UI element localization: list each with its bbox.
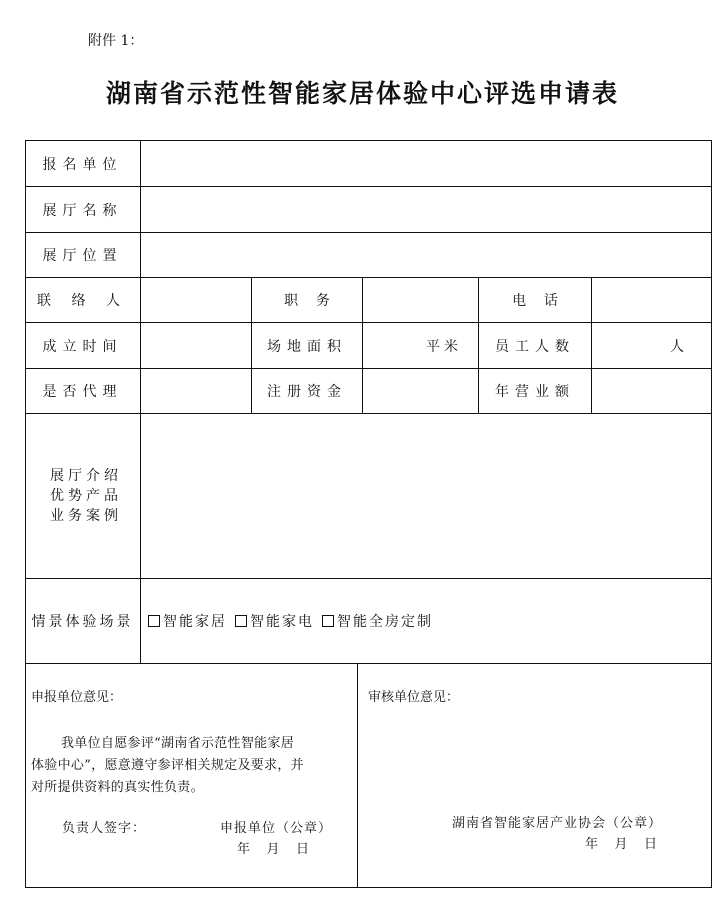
founded-label: 成立时间 [42,338,123,355]
form-title: 湖南省示范性智能家居体验中心评选申请表 [105,79,619,108]
intro-line-cases: 业务案例 [50,508,122,524]
checkbox-icon[interactable] [235,615,247,627]
intro-line-products: 优势产品 [50,488,122,504]
checkbox-icon[interactable] [148,615,160,627]
reviewer-date: 年 月 日 [585,836,658,852]
venue-area-field[interactable] [363,323,478,368]
reviewer-seal: 湖南省智能家居产业协会（公章） [452,815,663,831]
scene-option-smart-home[interactable] [148,611,227,631]
venue-area-label: 场地面积 [267,338,347,355]
signer-label: 负责人签字： [62,820,147,836]
founded-field[interactable] [141,323,251,368]
is-agent-label: 是否代理 [42,384,123,400]
staff-count-field[interactable] [592,323,712,368]
position-label: 职 务 [284,293,330,309]
applicant-date: 年 月 日 [237,841,310,857]
statement-line: 体验中心”，愿意遵守参评相关规定及要求，并 [31,758,304,773]
reg-capital-label: 注册资金 [267,384,347,400]
reg-capital-field[interactable] [363,369,478,413]
scene-option-smart-appliance[interactable] [235,611,314,631]
scene-options [148,579,708,663]
position-field[interactable] [363,278,478,322]
hall-name-label: 展厅名称 [42,202,123,219]
contact-label: 联 络 人 [37,293,128,309]
attachment-label: 附件 1： [88,33,144,49]
applicant-seal: 申报单位（公章） [220,820,333,836]
staff-unit: 人 [670,338,684,355]
hall-location-label: 展厅位置 [42,248,123,264]
intro-line-hall: 展厅介绍 [50,468,122,484]
row-divider [25,663,712,664]
hall-location-field[interactable] [141,233,712,277]
scene-option-label: 智能家居 [163,614,227,630]
hall-name-field[interactable] [141,187,712,232]
area-unit: 平米 [426,338,462,355]
scene-option-whole-house[interactable] [322,611,433,631]
contact-field[interactable] [141,278,251,322]
scene-option-label: 智能全房定制 [337,614,433,630]
intro-label [50,466,122,526]
applicant-statement [31,733,356,799]
staff-count-label: 员工人数 [495,338,575,355]
checkbox-icon[interactable] [322,615,334,627]
reg-unit-label: 报名单位 [42,156,123,173]
reg-unit-field[interactable] [141,141,712,186]
annual-revenue-field[interactable] [592,369,712,413]
statement-line: 对所提供资料的真实性负责。 [31,780,204,795]
intro-field[interactable] [141,414,712,578]
column-divider [357,663,358,888]
annual-revenue-label: 年营业额 [495,384,575,400]
scene-label: 情景体验场景 [31,614,134,630]
scene-option-label: 智能家电 [250,614,314,630]
is-agent-field[interactable] [141,369,251,413]
applicant-heading: 申报单位意见： [31,689,123,705]
phone-label: 电 话 [512,293,558,309]
phone-field[interactable] [592,278,712,322]
statement-line: 我单位自愿参评“湖南省示范性智能家居 [61,736,295,751]
reviewer-heading: 审核单位意见： [368,689,460,705]
